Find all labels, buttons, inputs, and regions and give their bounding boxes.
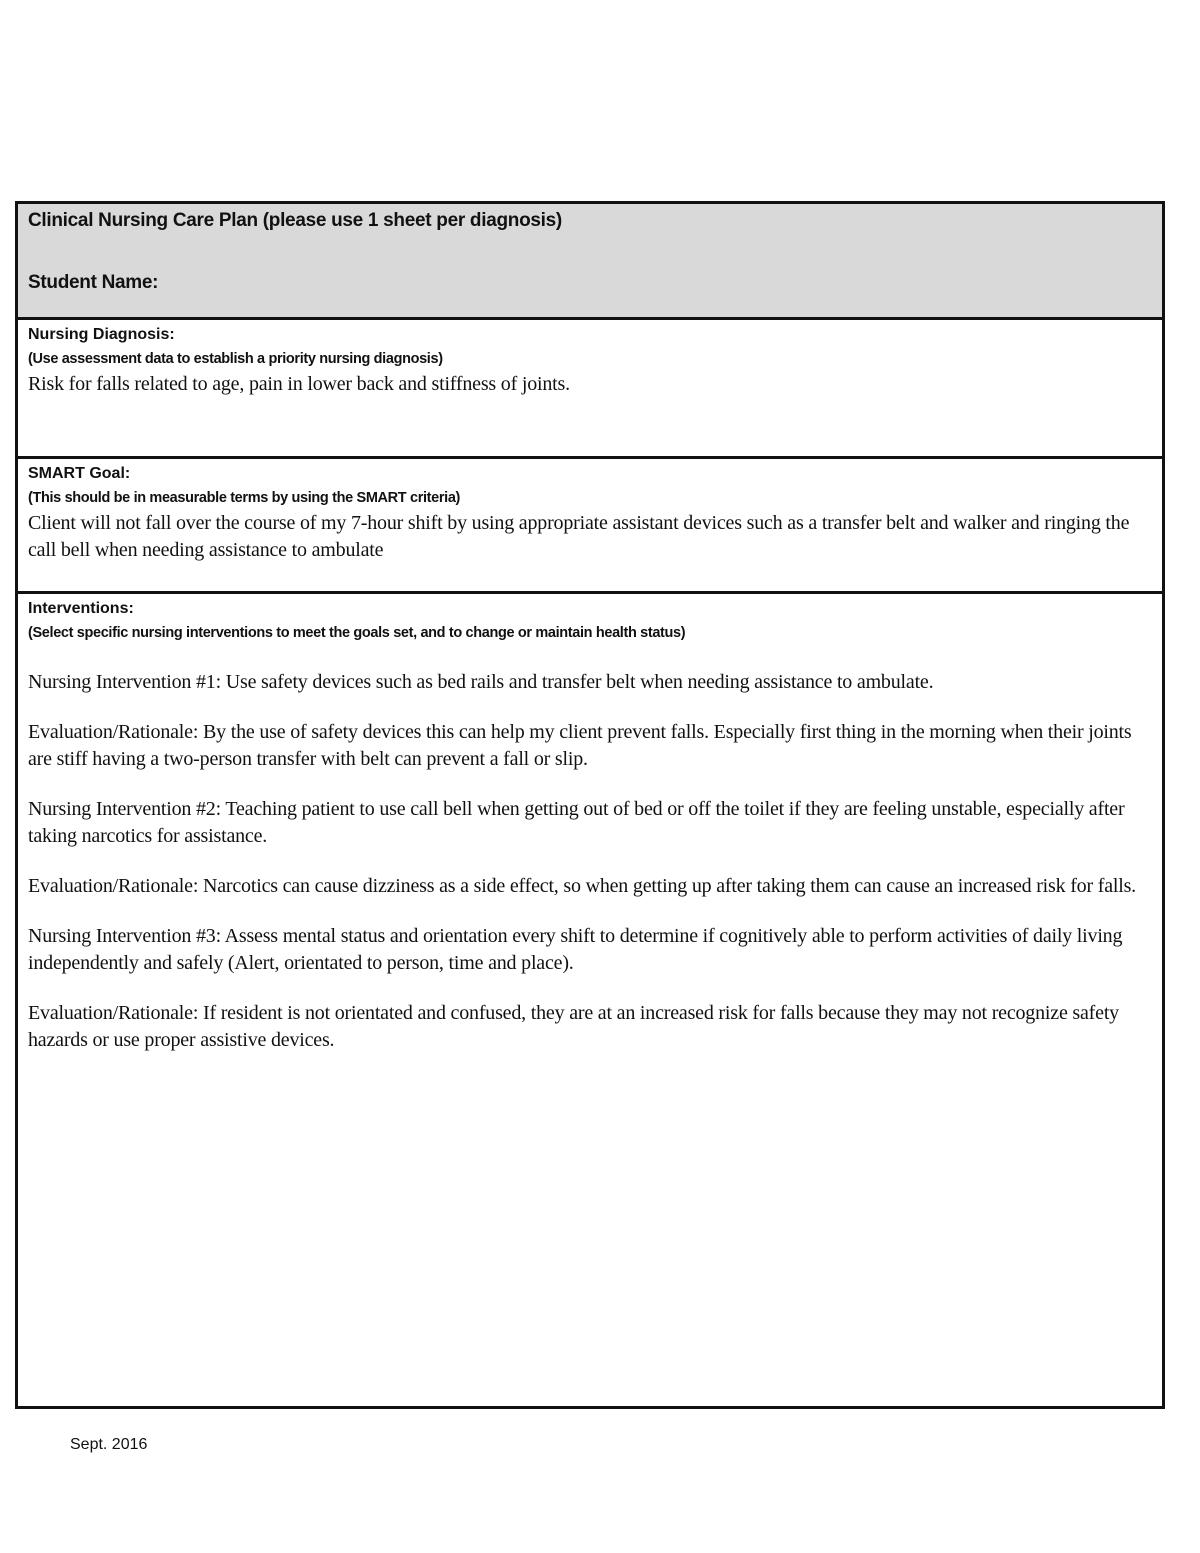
care-plan-form bbox=[15, 201, 1165, 1409]
rationale-2: Evaluation/Rationale: Narcotics can cause dizziness as a side effect, so when getting up after taking them can cause an increased risk for falls. bbox=[28, 875, 1136, 897]
nursing-diagnosis-label: Nursing Diagnosis: bbox=[28, 326, 175, 343]
intervention-3: Nursing Intervention #3: Assess mental status and orientation every shift to determine if cognitively able to perform activities of daily living independently and safely (Alert, orientated to person, time and place). bbox=[28, 925, 1123, 974]
intervention-1: Nursing Intervention #1: Use safety devices such as bed rails and transfer belt when needing assistance to ambulate. bbox=[28, 671, 934, 693]
footer-date: Sept. 2016 bbox=[70, 1436, 148, 1453]
care-plan-header bbox=[18, 204, 1162, 320]
rationale-1: Evaluation/Rationale: By the use of safety devices this can help my client prevent falls. Especially first thing in the morning when their joints are stiff having a two-person transfer with belt can prevent a fall or slip. bbox=[28, 721, 1132, 770]
interventions-section bbox=[18, 594, 1162, 1406]
interventions-hint: (Select specific nursing interventions to meet the goals set, and to change or maintain health status) bbox=[28, 625, 686, 641]
smart-goal-label: SMART Goal: bbox=[28, 465, 131, 482]
interventions-label: Interventions: bbox=[28, 600, 134, 617]
nursing-diagnosis-text: Risk for falls related to age, pain in lower back and stiffness of joints. bbox=[28, 373, 570, 395]
rationale-3: Evaluation/Rationale: If resident is not orientated and confused, they are at an increased risk for falls because they may not recognize safety hazards or use proper assistive devices. bbox=[28, 1002, 1119, 1051]
nursing-diagnosis-hint: (Use assessment data to establish a priority nursing diagnosis) bbox=[28, 351, 443, 367]
nursing-diagnosis-section bbox=[18, 320, 1162, 459]
intervention-2: Nursing Intervention #2: Teaching patient to use call bell when getting out of bed or off the toilet if they are feeling unstable, especially after taking narcotics for assistance. bbox=[28, 798, 1125, 847]
smart-goal-text: Client will not fall over the course of my 7-hour shift by using appropriate assistant devices such as a transfer belt and walker and ringing the call bell when needing assistance to ambulate bbox=[28, 512, 1130, 561]
student-name-label: Student Name: bbox=[28, 272, 159, 293]
smart-goal-section bbox=[18, 459, 1162, 594]
form-title: Clinical Nursing Care Plan (please use 1 sheet per diagnosis) bbox=[28, 210, 562, 231]
smart-goal-hint: (This should be in measurable terms by using the SMART criteria) bbox=[28, 490, 461, 506]
interventions-list bbox=[28, 669, 1152, 1054]
